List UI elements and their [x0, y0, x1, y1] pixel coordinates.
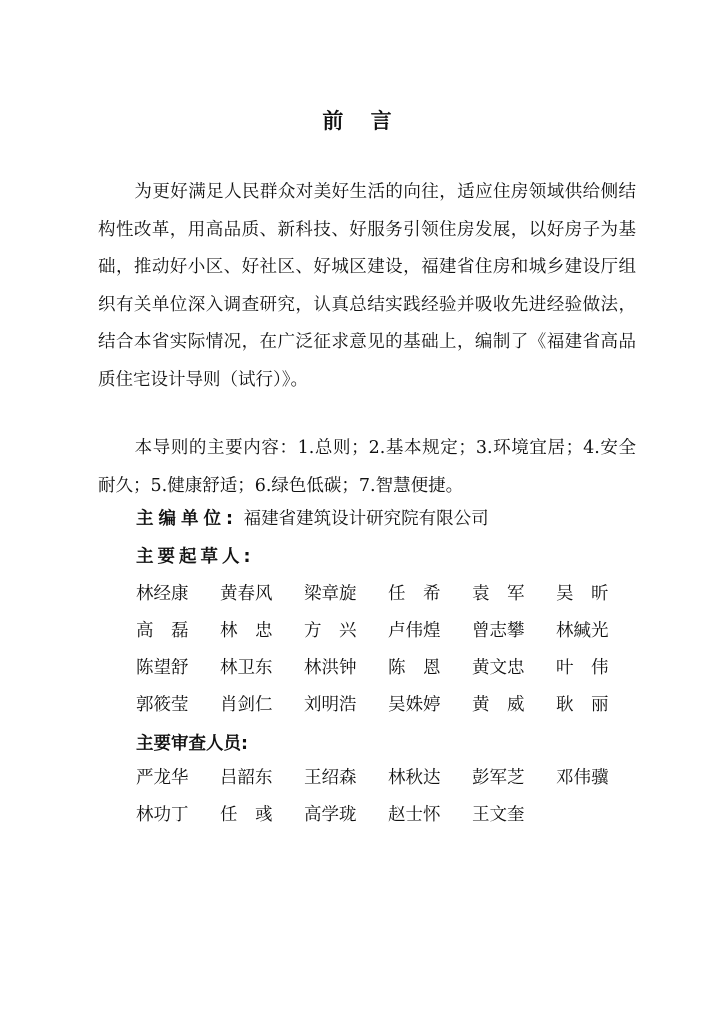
- person-name: 耿 丽: [556, 695, 609, 715]
- person-name: 高 磊: [136, 621, 189, 641]
- person-name: 王绍森: [304, 768, 357, 788]
- preface-paragraph-2: [98, 430, 636, 505]
- preface-paragraph-1: [98, 174, 636, 399]
- chief-editor-unit: [136, 505, 489, 530]
- person-name: 任 彧: [220, 805, 273, 825]
- person-name: 肖剑仁: [220, 695, 273, 715]
- person-name: 陈 恩: [388, 658, 441, 678]
- person-name: 黄 威: [472, 695, 525, 715]
- person-name: 方 兴: [304, 621, 357, 641]
- reviewers-heading: 主要审查人员:: [136, 734, 248, 754]
- drafters-row: [136, 654, 640, 691]
- person-name: 吴姝婷: [388, 695, 441, 715]
- chief-editor-value: 福建省建筑设计研究院有限公司: [243, 509, 489, 529]
- drafters-row: [136, 617, 640, 654]
- reviewers-list: [136, 764, 640, 838]
- person-name: 王文奎: [472, 805, 525, 825]
- person-name: 林緘光: [556, 621, 609, 641]
- person-name: 高学珑: [304, 805, 357, 825]
- person-name: 林 忠: [220, 621, 273, 641]
- person-name: 曾志攀: [472, 621, 525, 641]
- reviewers-row: [136, 764, 640, 801]
- person-name: 林经康: [136, 584, 189, 604]
- person-name: 陈望舒: [136, 658, 189, 678]
- reviewers-row: [136, 801, 640, 838]
- person-name: 黄春风: [220, 584, 273, 604]
- drafters-heading: 主要起草人:: [136, 547, 255, 567]
- person-name: 吴 昕: [556, 584, 609, 604]
- person-name: 严龙华: [136, 768, 189, 788]
- person-name: 刘明浩: [304, 695, 357, 715]
- preface-paragraph-2-text: 本导则的主要内容：1.总则；2.基本规定；3.环境宜居；4.安全耐久；5.健康舒适；6.绿色低碳；7.智慧便捷。: [98, 438, 636, 496]
- drafters-row: [136, 691, 640, 728]
- chief-editor-label: 主编单位:: [136, 509, 238, 529]
- person-name: 黄文忠: [472, 658, 525, 678]
- person-name: 卢伟煌: [388, 621, 441, 641]
- person-name: 叶 伟: [556, 658, 609, 678]
- drafters-list: [136, 580, 640, 728]
- person-name: 林功丁: [136, 805, 189, 825]
- person-name: 林洪钟: [304, 658, 357, 678]
- person-name: 林卫东: [220, 658, 273, 678]
- person-name: 赵士怀: [388, 805, 441, 825]
- person-name: 吕韶东: [220, 768, 273, 788]
- person-name: 梁章旋: [304, 584, 357, 604]
- person-name: 彭军芝: [472, 768, 525, 788]
- person-name: 袁 军: [472, 584, 525, 604]
- person-name: 郭筱莹: [136, 695, 189, 715]
- drafters-row: [136, 580, 640, 617]
- person-name: 林秋达: [388, 768, 441, 788]
- page-title: 前 言: [322, 108, 402, 133]
- person-name: 邓伟骥: [556, 768, 609, 788]
- person-name: 任 希: [388, 584, 441, 604]
- preface-paragraph-1-text: 为更好满足人民群众对美好生活的向往，适应住房领域供给侧结构性改革，用高品质、新科技、好服务引领住房发展，以好房子为基础，推动好小区、好社区、好城区建设，福建省住房和城乡建设厅组织有关单位深入调查研究，认真总结实践经验并吸收先进经验做法，结合本省实际情况，在广泛征求意见的基础上，编制了《福建省高品质住宅设计导则（试行）》。: [98, 182, 636, 390]
